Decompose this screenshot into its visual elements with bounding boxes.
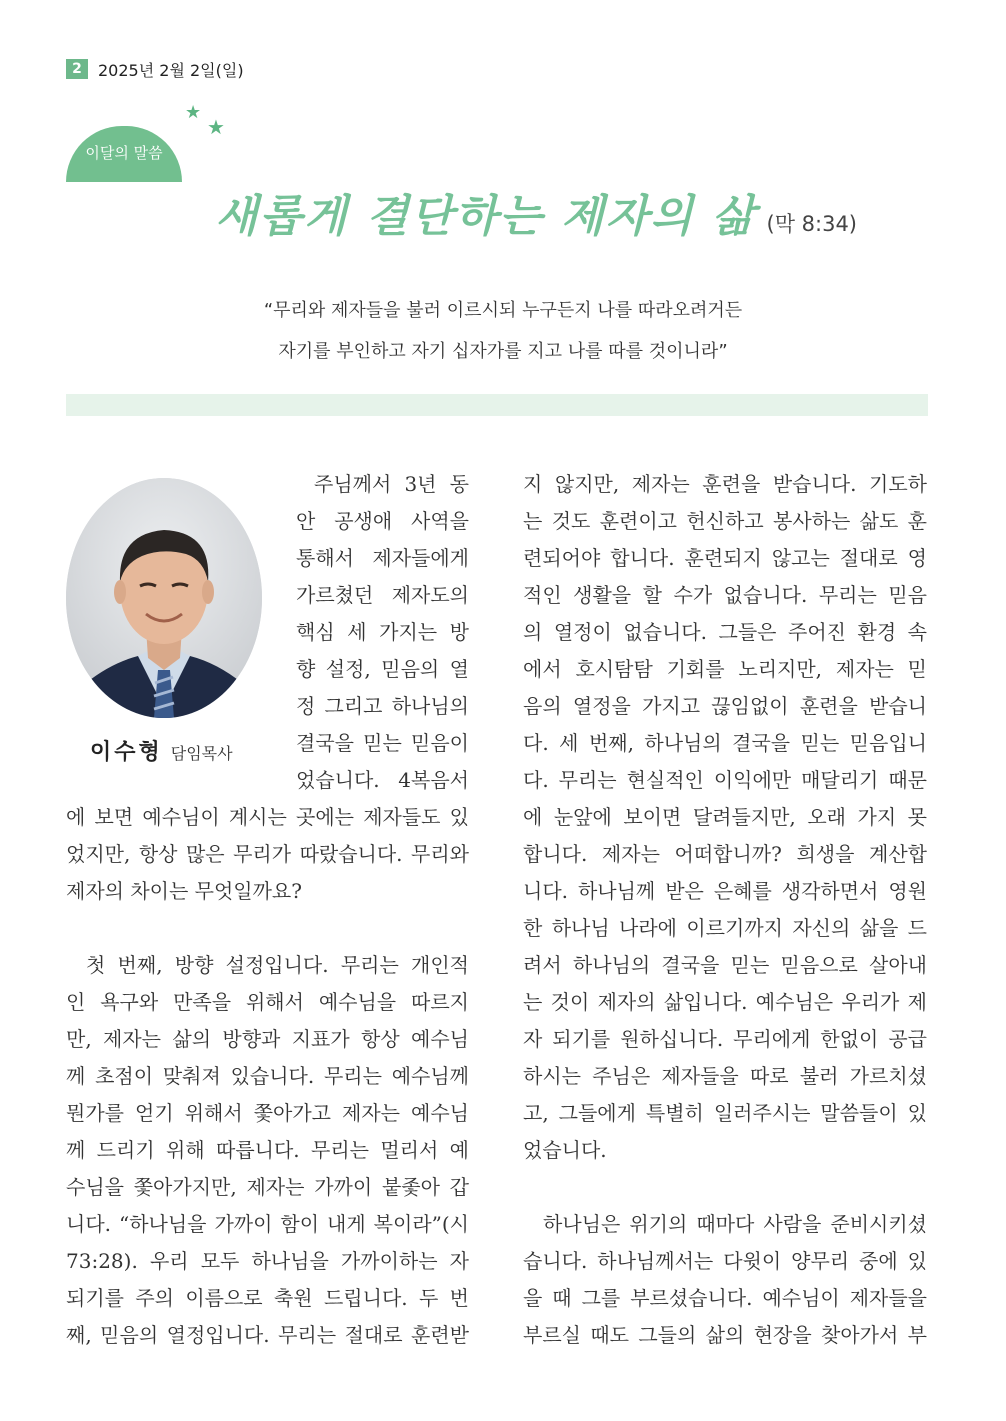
body-line: 었지만, 항상 많은 무리가 따랐습니다. 무리와 — [66, 842, 469, 866]
body-line: 니다. 하나님께 받은 은혜를 생각하면서 영원 — [523, 879, 927, 903]
body-line: 께 드리기 위해 따릅니다. 무리는 멀리서 예 — [66, 1138, 469, 1162]
body-line: 습니다. 하나님께서는 다윗이 양무리 중에 있 — [523, 1249, 927, 1273]
body-line: 합니다. 제자는 어떠합니까? 희생을 계산합 — [523, 842, 927, 866]
body-line: 뭔가를 얻기 위해서 쫓아가고 제자는 예수님 — [66, 1101, 469, 1125]
star-icon: ★ — [185, 102, 202, 123]
body-line: 부르실 때도 그들의 삶의 현장을 찾아가서 부 — [523, 1323, 927, 1347]
body-line: 자 되기를 원하십니다. 무리에게 한없이 공급 — [523, 1027, 927, 1051]
section-badge-label: 이달의 말씀 — [85, 143, 163, 162]
body-line: 다. 무리는 현실적인 이익에만 매달리기 때문 — [523, 768, 927, 792]
divider-band — [66, 394, 928, 416]
body-line: 수님을 쫓아가지만, 제자는 가까이 붙좇아 갑 — [66, 1175, 469, 1199]
page-number: 2 — [66, 59, 88, 79]
body-line: 통해서 제자들에게 — [296, 546, 469, 570]
body-line: 73:28). 우리 모두 하나님을 가까이하는 자 — [66, 1249, 469, 1273]
body-line: 주님께서 3년 동 — [314, 472, 469, 496]
page-title: 새롭게 결단하는 제자의 삶 — [215, 191, 757, 242]
body-line: 가르쳤던 제자도의 — [296, 583, 469, 607]
portrait-illustration — [66, 478, 262, 718]
body-line: 니다. “하나님을 가까이 함이 내게 복이라”(시 — [66, 1212, 469, 1236]
body-line: 만, 제자는 삶의 방향과 지표가 항상 예수님 — [66, 1027, 469, 1051]
body-line: 을 때 그를 부르셨습니다. 예수님이 제자들을 — [523, 1286, 927, 1310]
body-line: 하시는 주님은 제자들을 따로 불러 가르치셨 — [523, 1064, 927, 1088]
body-line: 다. 세 번째, 하나님의 결국을 믿는 믿음입니 — [523, 731, 927, 755]
author-portrait — [66, 478, 262, 718]
body-line: 련되어야 합니다. 훈련되지 않고는 절대로 영 — [523, 546, 927, 570]
author-caption — [90, 735, 233, 766]
body-line: 제자의 차이는 무엇일까요? — [66, 879, 302, 903]
body-line: 정 그리고 하나님의 — [296, 694, 469, 718]
author-title: 담임목사 — [170, 744, 233, 763]
section-badge — [66, 126, 182, 182]
body-line: 향 설정, 믿음의 열 — [296, 657, 469, 681]
body-line: 적인 생활을 할 수가 없습니다. 무리는 믿음 — [523, 583, 927, 607]
page-header — [66, 58, 244, 80]
scripture-quote-line: “무리와 제자들을 불러 이르시되 누구든지 나를 따라오려거든 — [263, 300, 743, 321]
body-line: 에서 호시탐탐 기회를 노리지만, 제자는 믿 — [523, 657, 927, 681]
body-line: 었습니다. — [523, 1138, 607, 1162]
body-line: 려서 하나님의 결국을 믿는 믿음으로 살아내 — [523, 953, 927, 977]
body-line: 에 눈앞에 보이면 달려들지만, 오래 가지 못 — [523, 805, 927, 829]
body-line: 안 공생애 사역을 — [296, 509, 469, 533]
body-line: 인 욕구와 만족을 위해서 예수님을 따르지 — [66, 990, 469, 1014]
body-line: 는 것이 제자의 삶입니다. 예수님은 우리가 제 — [523, 990, 927, 1014]
scripture-reference: (막 8:34) — [766, 212, 858, 236]
body-line: 되기를 주의 이름으로 축원 드립니다. 두 번 — [66, 1286, 469, 1310]
body-line: 지 않지만, 제자는 훈련을 받습니다. 기도하 — [523, 472, 927, 496]
body-line: 에 보면 예수님이 계시는 곳에는 제자들도 있 — [66, 805, 469, 829]
body-line: 었습니다. 4복음서 — [296, 768, 469, 792]
body-line: 핵심 세 가지는 방 — [296, 620, 469, 644]
author-name: 이수형 — [90, 740, 163, 765]
body-line: 째, 믿음의 열정입니다. 무리는 절대로 훈련받 — [66, 1323, 469, 1347]
body-line: 결국을 믿는 믿음이 — [296, 731, 469, 755]
body-line: 하나님은 위기의 때마다 사람을 준비시키셨 — [543, 1212, 927, 1236]
star-icon: ★ — [207, 115, 225, 139]
body-line: 첫 번째, 방향 설정입니다. 무리는 개인적 — [86, 953, 469, 977]
issue-date: 2025년 2월 2일(일) — [98, 60, 244, 80]
body-line: 한 하나님 나라에 이르기까지 자신의 삶을 드 — [523, 916, 927, 940]
body-line: 는 것도 훈련이고 헌신하고 봉사하는 삶도 훈 — [523, 509, 927, 533]
body-line: 의 열정이 없습니다. 그들은 주어진 환경 속 — [523, 620, 927, 644]
body-line: 음의 열정을 가지고 끊임없이 훈련을 받습니 — [523, 694, 927, 718]
title-row — [215, 180, 857, 244]
body-line: 께 초점이 맞춰져 있습니다. 무리는 예수님께 — [66, 1064, 469, 1088]
body-line: 고, 그들에게 특별히 일러주시는 말씀들이 있 — [523, 1101, 927, 1125]
scripture-quote-line: 자기를 부인하고 자기 십자가를 지고 나를 따를 것이니라” — [278, 341, 728, 362]
